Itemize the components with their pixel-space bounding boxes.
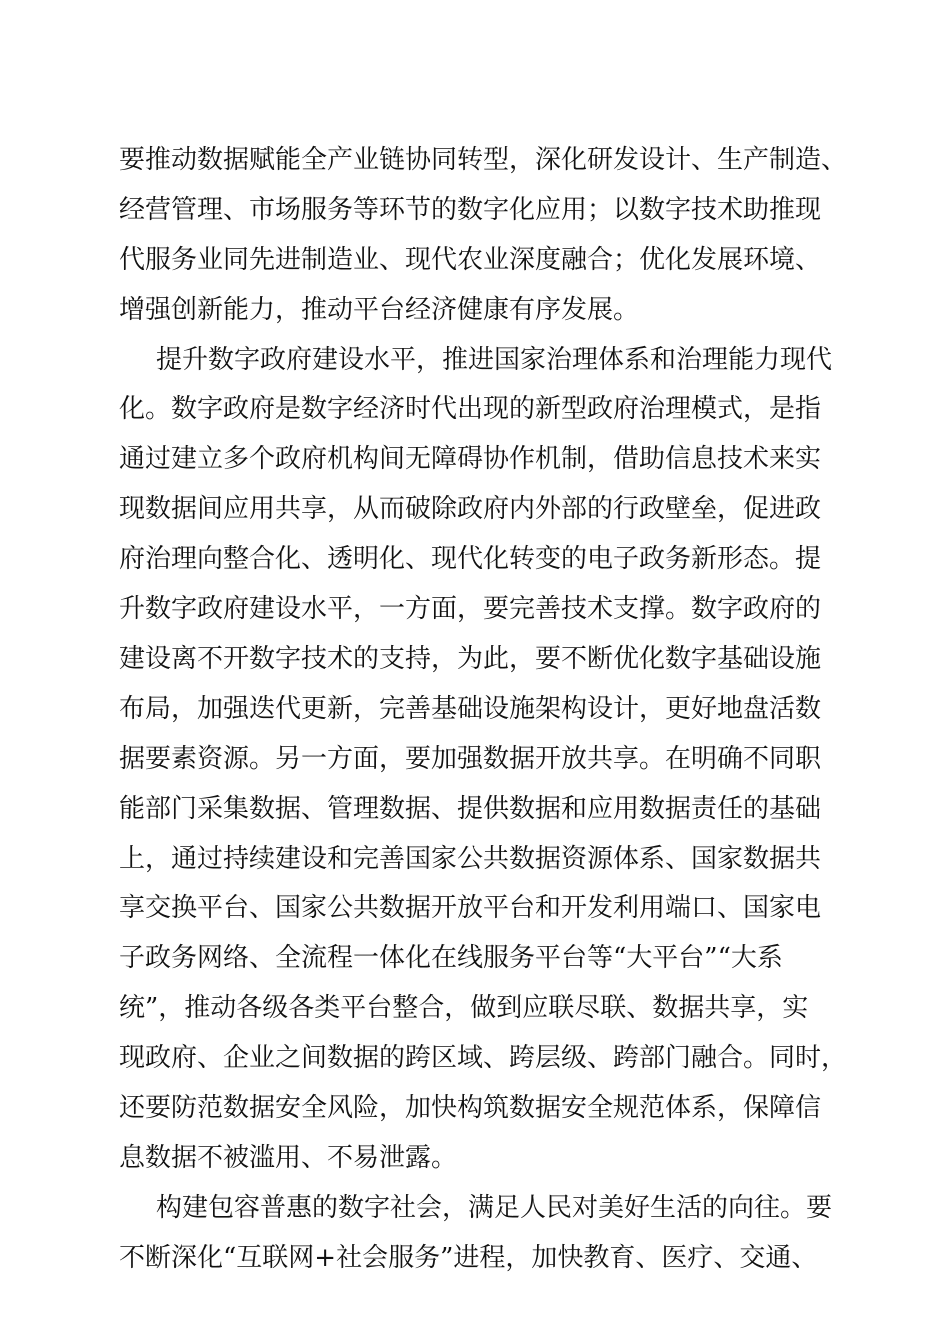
text-line: 增强创新能力，推动平台经济健康有序发展。 [119, 295, 640, 325]
text-line: 升数字政府建设水平，一方面，要完善技术支撑。数字政府的 [119, 594, 822, 624]
text-line: 现政府、企业之间数据的跨区域、跨层级、跨部门融合。同时， [119, 1043, 848, 1073]
paragraph-start-line: 提升数字政府建设水平，推进国家治理体系和治理能力现代 [156, 345, 833, 375]
text-line: 能部门采集数据、管理数据、提供数据和应用数据责任的基础 [119, 794, 822, 824]
text-line: 息数据不被滥用、不易泄露。 [119, 1143, 458, 1173]
text-line: 布局，加强迭代更新，完善基础设施架构设计，更好地盘活数 [119, 694, 822, 724]
text-line: 建设离不开数字技术的支持，为此，要不断优化数字基础设施 [119, 644, 822, 674]
text-line: 代服务业同先进制造业、现代农业深度融合；优化发展环境、 [119, 245, 822, 275]
text-line: 上，通过持续建设和完善国家公共数据资源体系、国家数据共 [119, 844, 822, 874]
text-line: 现数据间应用共享，从而破除政府内外部的行政壁垒，促进政 [119, 494, 822, 524]
text-line: 化。数字政府是数字经济时代出现的新型政府治理模式，是指 [119, 394, 822, 424]
text-line: 享交换平台、国家公共数据开放平台和开发利用端口、国家电 [119, 893, 822, 923]
text-line: 子政务网络、全流程一体化在线服务平台等“大平台”“大系 [119, 943, 783, 973]
text-line: 经营管理、市场服务等环节的数字化应用；以数字技术助推现 [119, 195, 822, 225]
text-line: 不断深化“互联网+社会服务”进程，加快教育、医疗、交通、 [119, 1243, 818, 1273]
text-line: 府治理向整合化、透明化、现代化转变的电子政务新形态。提 [119, 544, 822, 574]
paragraph-start-line: 构建包容普惠的数字社会，满足人民对美好生活的向往。要 [156, 1193, 833, 1223]
text-line: 要推动数据赋能全产业链协同转型，深化研发设计、生产制造、 [119, 145, 848, 175]
text-line: 还要防范数据安全风险，加快构筑数据安全规范体系，保障信 [119, 1093, 822, 1123]
text-line: 统”，推动各级各类平台整合，做到应联尽联、数据共享，实 [119, 993, 809, 1023]
text-line: 通过建立多个政府机构间无障碍协作机制，借助信息技术来实 [119, 444, 822, 474]
text-line: 据要素资源。另一方面，要加强数据开放共享。在明确不同职 [119, 744, 822, 774]
